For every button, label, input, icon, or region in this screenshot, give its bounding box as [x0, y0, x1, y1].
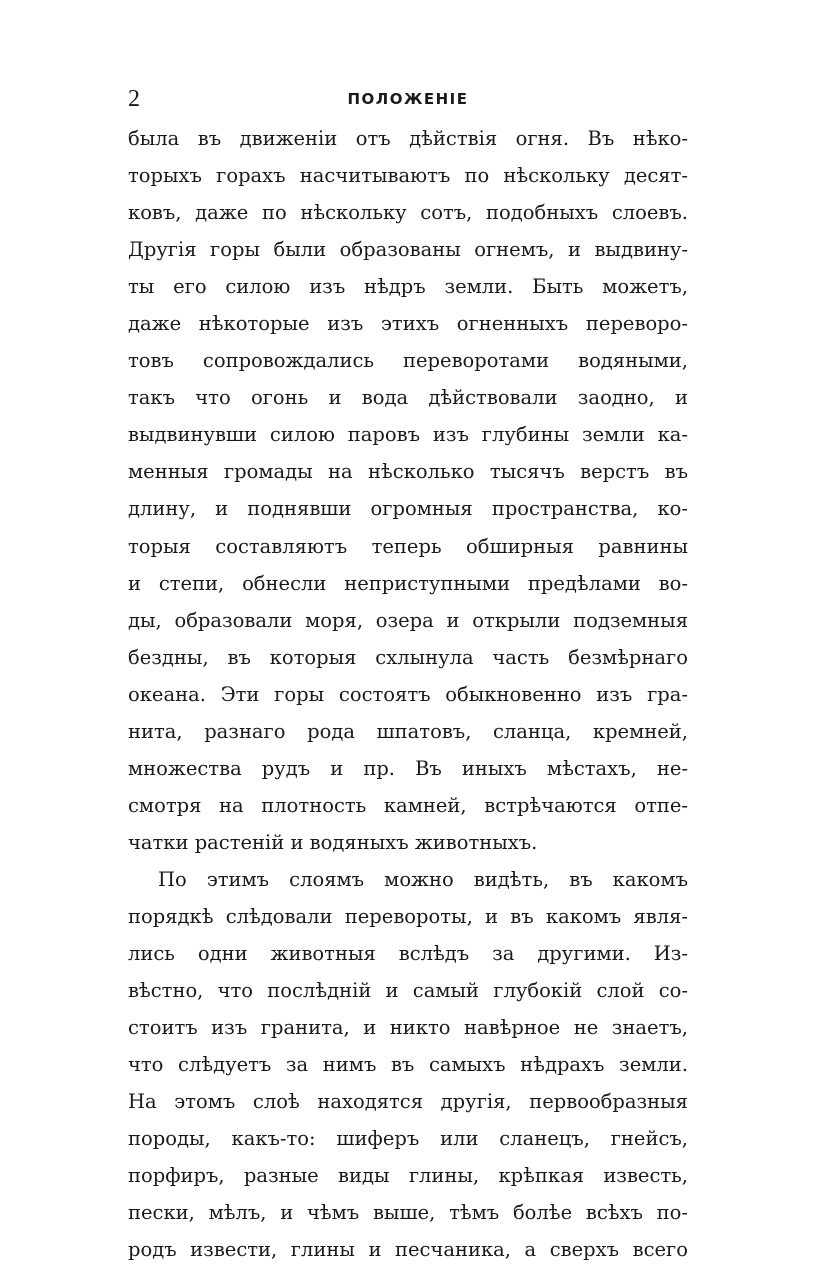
- text-line: нита, разнаго рода шпатовъ, сланца, кремней,: [128, 719, 688, 743]
- text-line: родъ извести, глины и песчаника, а сверхъ всего: [128, 1238, 688, 1262]
- text-line: лись одни животныя вслѣдъ за другими. Из-: [128, 942, 688, 966]
- text-line: ковъ, даже по нѣскольку сотъ, подобныхъ слоевъ.: [128, 201, 688, 225]
- text-line: что слѣдуетъ за нимъ въ самыхъ нѣдрахъ земли.: [128, 1053, 688, 1077]
- text-line: породы, какъ-то: шиферъ или сланецъ, гнейсъ,: [128, 1127, 688, 1151]
- text-line: смотря на плотность камней, встрѣчаются отпе-: [128, 793, 688, 817]
- text-line: порфиръ, разные виды глины, крѣпкая известь,: [128, 1164, 688, 1188]
- text-line: По этимъ слоямъ можно видѣть, въ какомъ: [158, 867, 688, 891]
- text-line: бездны, въ которыя схлынула часть безмѣрнаго: [128, 645, 688, 669]
- text-line: Другiя горы были образованы огнемъ, и выдвину-: [128, 238, 688, 262]
- text-line: стоитъ изъ гранита, и никто навѣрное не знаетъ,: [128, 1016, 688, 1040]
- text-line: На этомъ слоѣ находятся другiя, первообразныя: [128, 1090, 688, 1114]
- text-line: вѣстно, что послѣднiй и самый глубокiй слой со-: [128, 979, 688, 1003]
- text-line: менныя громады на нѣсколько тысячъ верстъ въ: [128, 460, 688, 484]
- text-line: товъ сопровождались переворотами водяными,: [128, 349, 688, 373]
- text-line: была въ движенiи отъ дѣйствiя огня. Въ нѣко-: [128, 127, 688, 150]
- text-line: множества рудъ и пр. Въ иныхъ мѣстахъ, не-: [128, 756, 688, 780]
- text-line: порядкѣ слѣдовали перевороты, и въ какомъ явля-: [128, 904, 688, 928]
- text-line: ды, образовали моря, озера и открыли подземныя: [128, 608, 688, 632]
- text-line: чатки растенiй и водяныхъ животныхъ.: [128, 830, 538, 854]
- text-line: и степи, обнесли неприступными предѣлами во-: [128, 571, 688, 595]
- text-line: выдвинувши силою паровъ изъ глубины земли ка-: [128, 423, 688, 447]
- text-line: пески, мѣлъ, и чѣмъ выше, тѣмъ болѣе всѣхъ по-: [128, 1201, 688, 1225]
- running-title: ПОЛОЖЕНIЕ: [347, 90, 469, 108]
- text-line: ты его силою изъ нѣдръ земли. Быть можетъ,: [128, 275, 688, 299]
- page-header: [128, 84, 688, 114]
- text-line: даже нѣкоторые изъ этихъ огненныхъ переворо-: [128, 312, 688, 336]
- text-line: длину, и поднявши огромныя пространства, ко-: [128, 497, 688, 521]
- text-line: такъ что огонь и вода дѣйствовали заодно, и: [128, 386, 688, 410]
- text-line: торыхъ горахъ насчитываютъ по нѣскольку десят-: [128, 164, 688, 188]
- body-text: [128, 120, 688, 1268]
- text-line: торыя составляютъ теперь обширныя равнины: [128, 534, 688, 558]
- text-line: океана. Эти горы состоятъ обыкновенно изъ гра-: [128, 682, 688, 706]
- page-number: 2: [128, 86, 140, 112]
